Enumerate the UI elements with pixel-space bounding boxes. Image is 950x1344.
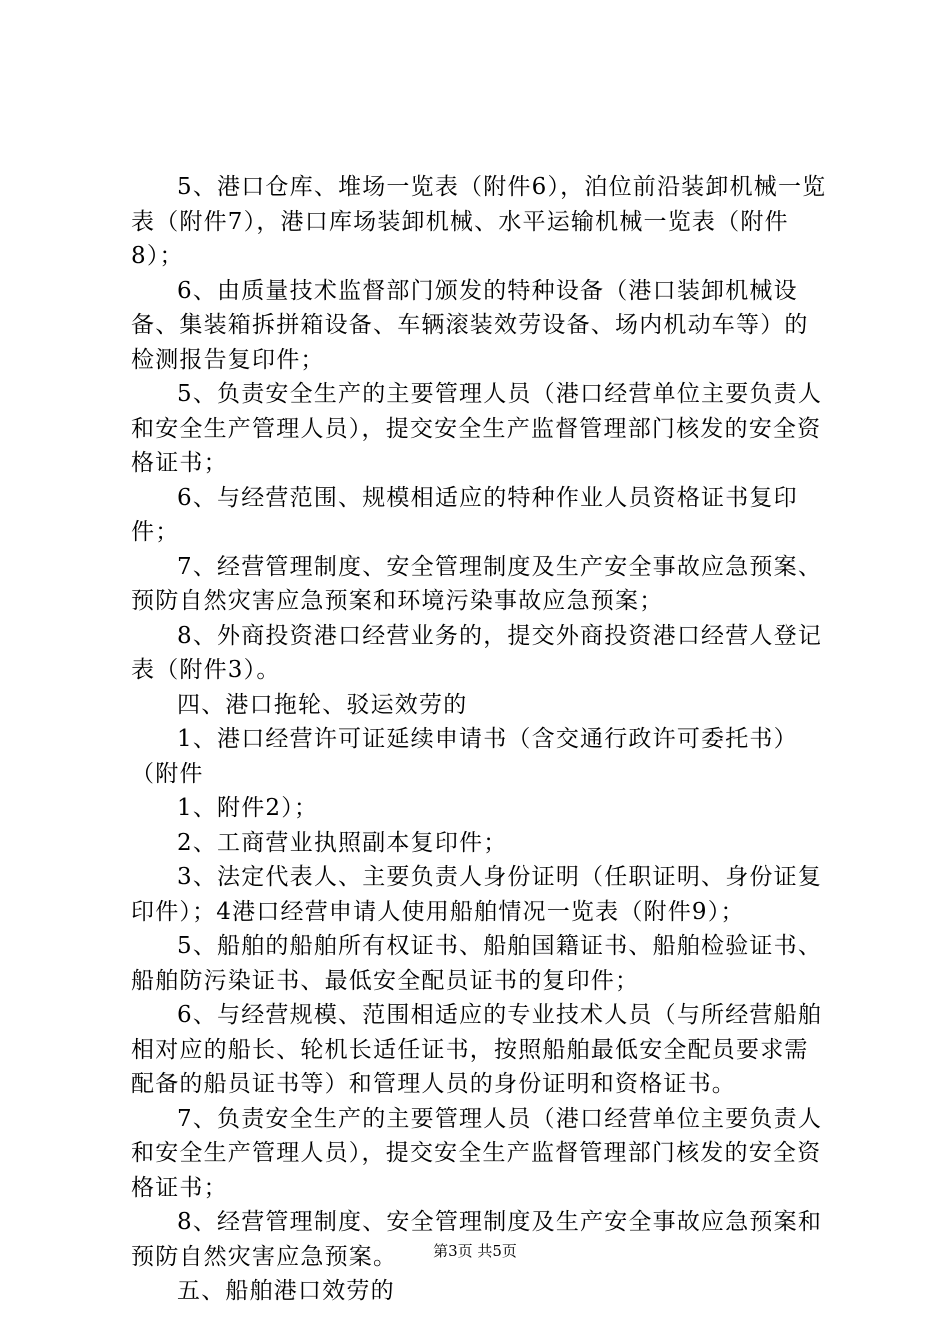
page-footer: 第3页 共5页 [433,1242,517,1260]
paragraph: 2、工商营业执照副本复印件； [177,829,508,856]
paragraph: 8、经营管理制度、安全管理制度及生产安全事故应急预案和预防自然灾害应急预案。 [131,1209,823,1270]
paragraph: 1、港口经营许可证延续申请书（含交通行政许可委托书）（附件 [131,726,798,787]
document-body [131,170,831,1309]
paragraph: 5、负责安全生产的主要管理人员（港口经营单位主要负责人和安全生产管理人员），提交安全生产监督管理部门核发的安全资格证书； [131,381,823,476]
paragraph: 1、附件2）； [177,795,319,821]
paragraph: 6、与经营规模、范围相适应的专业技术人员（与所经营船舶相对应的船长、轮机长适任证书，按照船舶最低安全配员要求需配备的船员证书等）和管理人员的身份证明和资格证书。 [131,1002,823,1097]
paragraph: 8、外商投资港口经营业务的，提交外商投资港口经营人登记表（附件3）。 [131,622,823,683]
paragraph: 7、经营管理制度、安全管理制度及生产安全事故应急预案、预防自然灾害应急预案和环境污染事故应急预案； [131,553,823,614]
paragraph: 5、船舶的船舶所有权证书、船舶国籍证书、船舶检验证书、船舶防污染证书、最低安全配员证书的复印件； [131,933,823,994]
paragraph: 5、港口仓库、堆场一览表（附件6），泊位前沿装卸机械一览表（附件7），港口库场装卸机械、水平运输机械一览表（附件8）； [131,174,827,269]
paragraph: 6、与经营范围、规模相适应的特种作业人员资格证书复印件； [131,484,798,545]
section-heading: 四、港口拖轮、驳运效劳的 [177,691,468,718]
paragraph: 7、负责安全生产的主要管理人员（港口经营单位主要负责人和安全生产管理人员），提交安全生产监督管理部门核发的安全资格证书； [131,1105,823,1201]
paragraph: 6、由质量技术监督部门颁发的特种设备（港口装卸机械设备、集装箱拆拼箱设备、车辆滚装效劳设备、场内机动车等）的检测报告复印件； [131,277,809,373]
section-heading: 五、船舶港口效劳的 [177,1278,395,1304]
paragraph: 3、法定代表人、主要负责人身份证明（任职证明、身份证复印件）；4港口经营申请人使用船舶情况一览表（附件9）； [131,864,823,925]
